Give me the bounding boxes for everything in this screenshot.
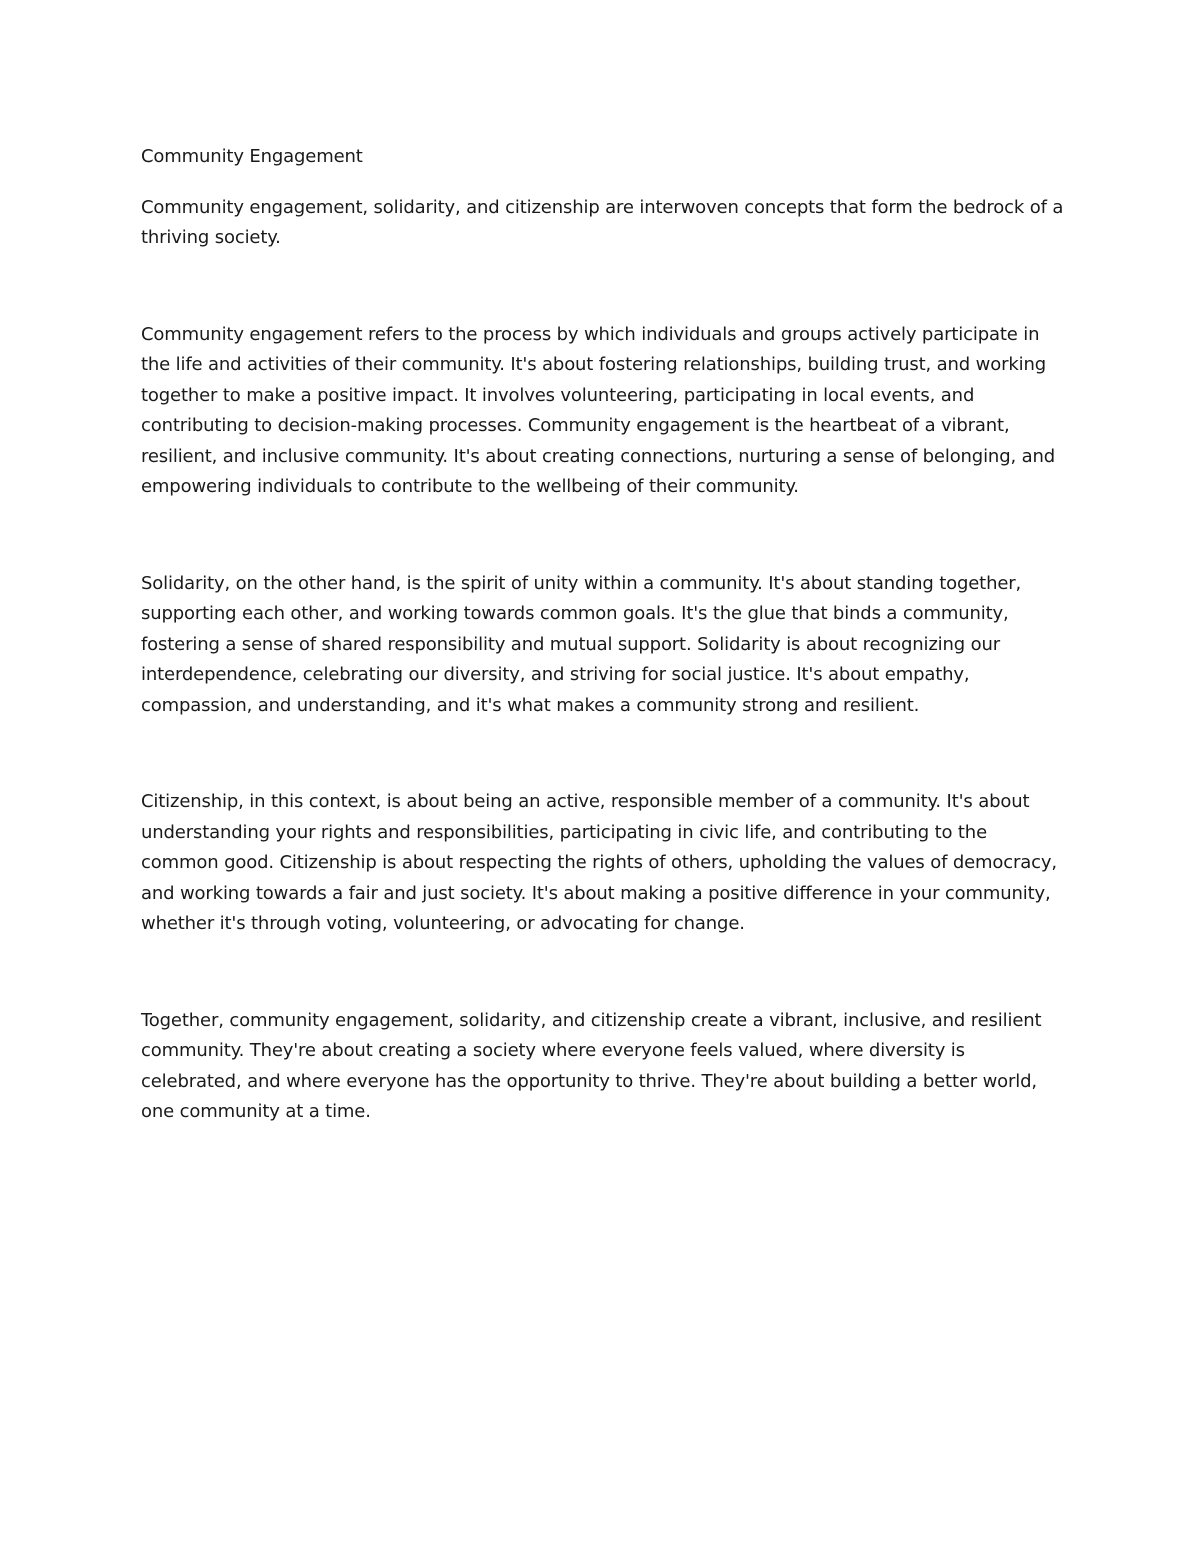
paragraph-citizenship: Citizenship, in this context, is about being an active, responsible member of a community. It's about understanding your rights and responsibilities, participating in civic life, and contributing to the common good. Citizenship is about respecting the rights of others, upholding the values of democracy, and working towards a fair and just society. It's about making a positive difference in your community, whether it's through voting, volunteering, or advocating for change. — [141, 791, 1057, 934]
paragraph-solidarity: Solidarity, on the other hand, is the spirit of unity within a community. It's about standing together, supporting each other, and working towards common goals. It's the glue that binds a community, fostering a sense of shared responsibility and mutual support. Solidarity is about recognizing our interdependence, celebrating our diversity, and striving for social justice. It's about empathy, compassion, and understanding, and it's what makes a community strong and resilient. — [141, 572, 1022, 716]
paragraph-intro: Community engagement, solidarity, and citizenship are interwoven concepts that form the bedrock of a thriving society. — [141, 196, 1064, 248]
paragraph-together: Together, community engagement, solidarity, and citizenship create a vibrant, inclusive, and resilient community. They're about creating a society where everyone feels valued, where diversity is celebrated, and where everyone has the opportunity to thrive. They're about building a better world, one community at a time. — [141, 1009, 1042, 1122]
paragraph-community-engagement: Community engagement refers to the process by which individuals and groups actively participate in the life and activities of their community. It's about fostering relationships, building trust, and working together to make a positive impact. It involves volunteering, participating in local events, and contributing to decision-making processes. Community engagement is the heartbeat of a vibrant, resilient, and inclusive community. It's about creating connections, nurturing a sense of belonging, and empowering individuals to contribute to the wellbeing of their community. — [141, 323, 1056, 497]
document-title: Community Engagement — [141, 146, 363, 167]
document-body — [141, 142, 1066, 1128]
